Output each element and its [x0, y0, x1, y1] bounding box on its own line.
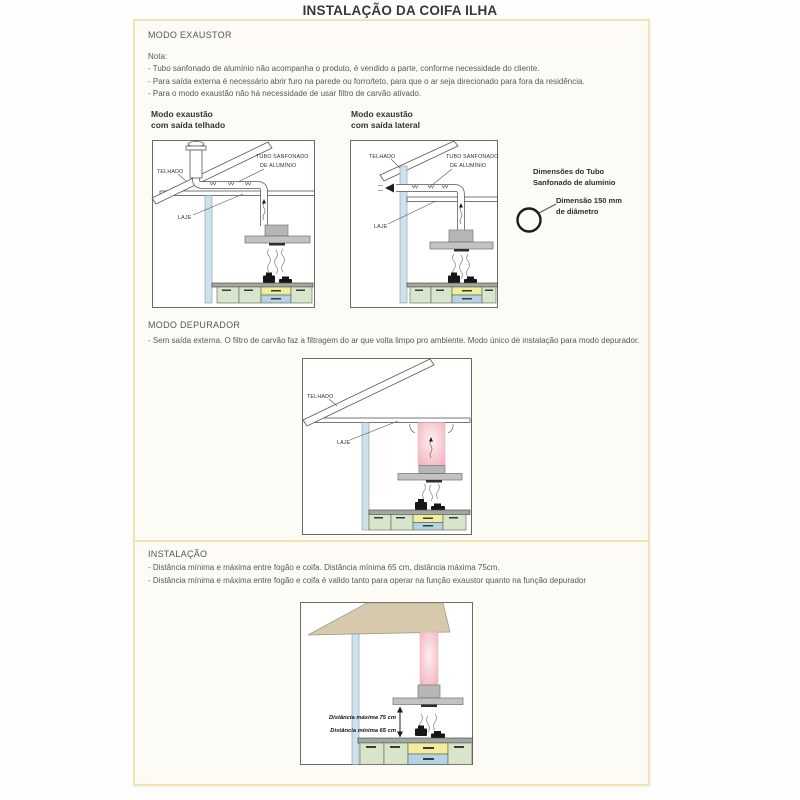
tubo-label-line2: DE ALUMÍNIO — [260, 163, 297, 169]
note-item: - Distância mínima e máxima entre fogão e coifa é valido tanto para operar na função exaustor quanto na função depurador — [148, 575, 587, 585]
recirculated-air-column — [420, 632, 438, 685]
tube-diameter-text: Dimensão 150 mm de diâmetro — [556, 196, 622, 216]
tubo-label-line1: TUBO SANFONADO — [446, 154, 499, 160]
laje-label: LAJE — [178, 215, 192, 221]
counter-cabinets — [369, 510, 470, 530]
counter-cabinets — [358, 738, 473, 765]
exaustor-note-label: Nota: — [148, 52, 168, 61]
ceiling-slab — [160, 191, 315, 196]
ceiling-slab — [310, 418, 470, 423]
counter-cabinets — [212, 283, 313, 303]
telhado-label: TELHADO — [307, 394, 334, 400]
tubo-label-line1: TUBO SANFONADO — [256, 154, 309, 160]
exaustor-notes — [148, 63, 585, 101]
diagram-exhaust-roof-outlet — [152, 140, 315, 308]
note-item: - Para o modo exaustão não há necessidade de usar filtro de carvão ativado. — [148, 89, 422, 99]
depurador-note: - Sem saída externa. O filtro de carvão faz a filtragem do ar que volta limpo pro ambiente. Modo único de instalação para modo depurador. — [148, 336, 640, 345]
diagram-exhaust-side-outlet — [350, 140, 498, 308]
instalacao-notes — [148, 562, 586, 587]
note-item: - Distância mínima e máxima entre fogão e coifa. Distância mínima 65 cm, distância máxima 75cm. — [148, 563, 500, 572]
wall-column — [352, 634, 359, 765]
wall-column — [362, 423, 369, 531]
tube-circle-icon — [518, 209, 541, 232]
counter-cabinets — [407, 283, 498, 303]
instalacao-heading: INSTALAÇÃO — [148, 549, 208, 559]
distance-max-label: Distância máxima 75 cm — [328, 715, 396, 721]
exaustor-heading: MODO EXAUSTOR — [148, 30, 232, 40]
telhado-label: TELHADO — [369, 154, 396, 160]
section-divider — [135, 540, 648, 542]
ceiling-slab — [407, 197, 498, 202]
tubo-label-line2: DE ALUMÍNIO — [450, 163, 487, 169]
distance-min-label: Distância mínima 65 cm — [330, 728, 396, 734]
depurador-heading: MODO DEPURADOR — [148, 320, 241, 330]
note-item: - Tubo sanfonado de alumínio não acompanha o produto, é vendido a parte, conforme necessidade do cliente. — [148, 64, 540, 73]
laje-label: LAJE — [337, 440, 351, 446]
diagram-roof-title: Modo exaustão com saída telhado — [151, 109, 226, 130]
diagram-lateral-title: Modo exaustão com saída lateral — [351, 109, 420, 130]
page-title: INSTALAÇÃO DA COIFA ILHA — [302, 3, 498, 18]
telhado-label: TELHADO — [157, 169, 184, 175]
wall-column — [205, 196, 212, 304]
note-item: - Para saída externa é necessário abrir furo na parede ou forro/teto, para que o ar seja direcionado para fora da residência. — [148, 76, 585, 86]
laje-label: LAJE — [374, 224, 388, 230]
tube-dimensions-heading: Dimensões do Tubo Sanfonado de alumínio — [533, 167, 616, 187]
diagram-depurador — [302, 358, 472, 535]
diagram-installation-distances — [300, 602, 473, 765]
